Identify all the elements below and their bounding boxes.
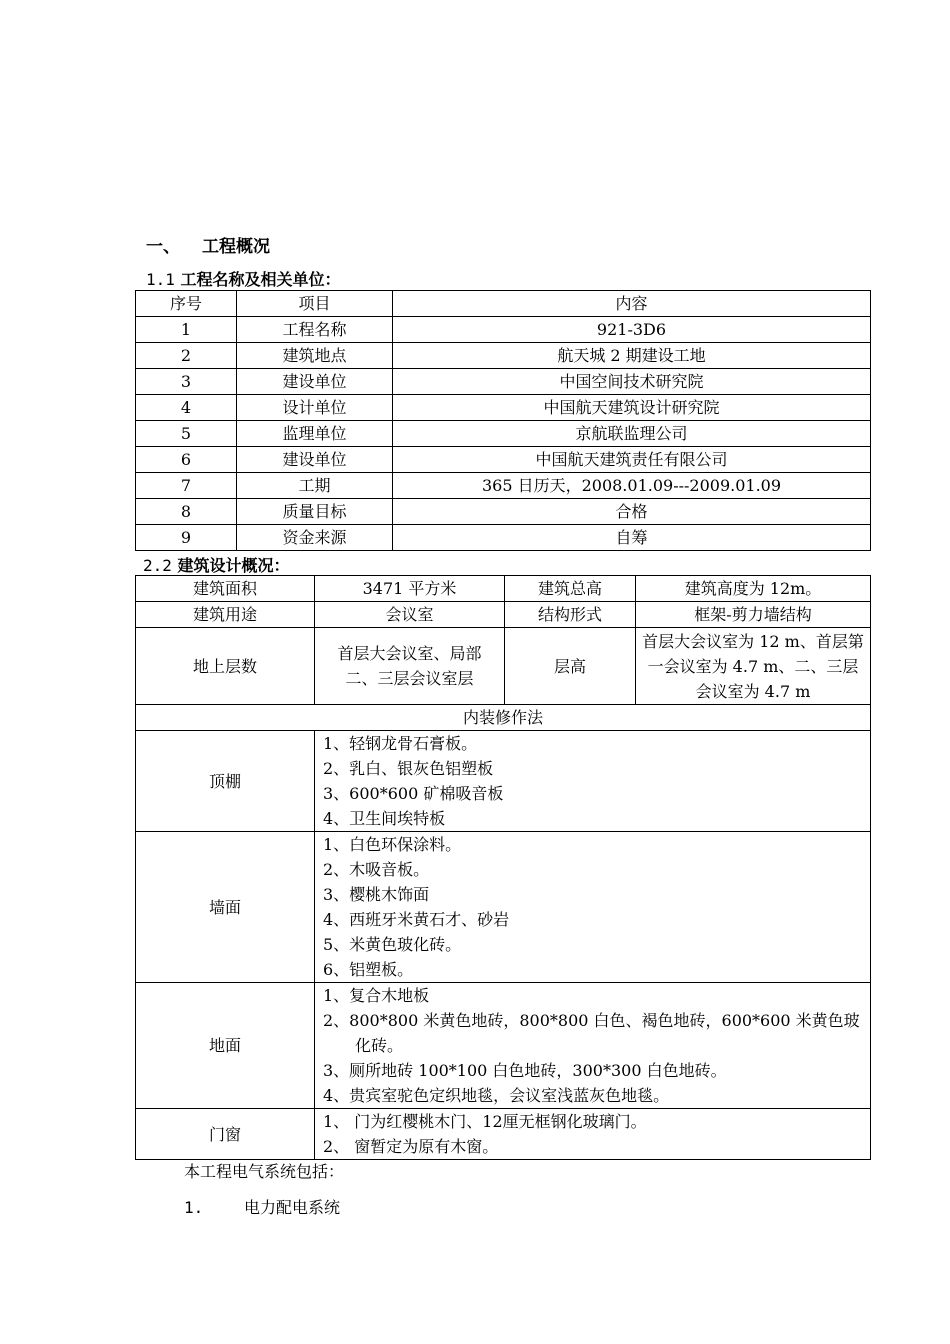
table-cell: 工期 — [237, 473, 393, 499]
header-cell: 内容 — [393, 291, 871, 317]
table-cell: 4 — [136, 395, 237, 421]
list-item: 2、800*800 米黄色地砖，800*800 白色、褐色地砖，600*600 米黄色玻化砖。 — [323, 1011, 860, 1055]
table-cell: 首层大会议室为 12 m、首层第一会议室为 4.7 m、二、三层会议室为 4.7 m — [636, 628, 871, 705]
design-table — [135, 575, 871, 1160]
table-cell: 建设单位 — [237, 369, 393, 395]
section-heading-cell: 内装修作法 — [136, 705, 871, 731]
electrical-intro: 本工程电气系统包括： — [184, 1162, 345, 1181]
item-text: 电力配电系统 — [244, 1198, 341, 1217]
table-cell: 地面 — [136, 983, 315, 1109]
list-item: 4、西班牙米黄石才、砂岩 — [323, 910, 510, 929]
list-item: 3、樱桃木饰面 — [323, 885, 430, 904]
heading-number: 一、 — [146, 237, 180, 257]
table-cell: 2 — [136, 343, 237, 369]
table-cell: 门窗 — [136, 1109, 315, 1160]
table-cell: 首层大会议室、局部二、三层会议室层 — [315, 628, 505, 705]
table-cell: 9 — [136, 525, 237, 551]
table-row — [136, 499, 871, 525]
section-title: 建筑设计概况： — [177, 556, 290, 575]
list-cell — [315, 832, 871, 983]
table-row — [136, 473, 871, 499]
table-cell: 结构形式 — [505, 602, 636, 628]
list-item: 4、贵宾室驼色定织地毯，会议室浅蓝灰色地毯。 — [323, 1086, 670, 1105]
table-row — [136, 1109, 871, 1160]
table-row — [136, 317, 871, 343]
table-cell: 1 — [136, 317, 237, 343]
header-cell: 序号 — [136, 291, 237, 317]
table-cell: 建筑高度为 12m。 — [636, 576, 871, 602]
heading-overview — [146, 232, 270, 257]
list-item: 1、 门为红樱桃木门、12厘无框钢化玻璃门。 — [323, 1112, 647, 1131]
table-row — [136, 369, 871, 395]
table-cell: 6 — [136, 447, 237, 473]
list-item: 4、卫生间埃特板 — [323, 809, 446, 828]
table-row — [136, 731, 871, 832]
table-cell: 中国航天建筑责任有限公司 — [393, 447, 871, 473]
table-cell: 质量目标 — [237, 499, 393, 525]
table-cell: 7 — [136, 473, 237, 499]
table-row — [136, 395, 871, 421]
list-item: 3、厕所地砖 100*100 白色地砖，300*300 白色地砖。 — [323, 1061, 727, 1080]
table-header-row — [136, 291, 871, 317]
heading-title: 工程概况 — [202, 237, 270, 257]
table-row — [136, 705, 871, 731]
table-row — [136, 983, 871, 1109]
list-cell — [315, 983, 871, 1109]
list-item: 6、铝塑板。 — [323, 960, 414, 979]
table-cell: 中国航天建筑设计研究院 — [393, 395, 871, 421]
section-title: 工程名称及相关单位： — [180, 270, 341, 289]
table-cell: 3 — [136, 369, 237, 395]
list-cell — [315, 731, 871, 832]
table-cell: 8 — [136, 499, 237, 525]
table-cell: 资金来源 — [237, 525, 393, 551]
units-table — [135, 290, 871, 551]
list-item: 1、复合木地板 — [323, 986, 430, 1005]
table-cell: 合格 — [393, 499, 871, 525]
table-cell: 建筑总高 — [505, 576, 636, 602]
table-cell: 工程名称 — [237, 317, 393, 343]
header-cell: 项目 — [237, 291, 393, 317]
table-row — [136, 628, 871, 705]
table-row — [136, 343, 871, 369]
table-cell: 建筑地点 — [237, 343, 393, 369]
section-number: 2.2 — [143, 556, 172, 575]
list-item: 3、600*600 矿棉吸音板 — [323, 784, 504, 803]
table-cell: 层高 — [505, 628, 636, 705]
table-row — [136, 832, 871, 983]
electrical-item — [184, 1195, 340, 1218]
table-cell: 会议室 — [315, 602, 505, 628]
table-cell: 5 — [136, 421, 237, 447]
table-row — [136, 602, 871, 628]
table-cell: 建筑面积 — [136, 576, 315, 602]
table-cell: 365 日历天，2008.01.09---2009.01.09 — [393, 473, 871, 499]
table-row — [136, 576, 871, 602]
table-cell: 中国空间技术研究院 — [393, 369, 871, 395]
table-cell: 3471 平方米 — [315, 576, 505, 602]
item-number: 1. — [184, 1198, 204, 1217]
list-cell — [315, 1109, 871, 1160]
table-cell: 顶棚 — [136, 731, 315, 832]
table-row — [136, 421, 871, 447]
table-cell: 921-3D6 — [393, 317, 871, 343]
table-cell: 设计单位 — [237, 395, 393, 421]
table-row — [136, 447, 871, 473]
table-cell: 建设单位 — [237, 447, 393, 473]
list-item: 2、乳白、银灰色铝塑板 — [323, 759, 494, 778]
table-cell: 京航联监理公司 — [393, 421, 871, 447]
table-row — [136, 525, 871, 551]
section-title-units — [146, 267, 341, 290]
table-cell: 建筑用途 — [136, 602, 315, 628]
table-cell: 航天城 2 期建设工地 — [393, 343, 871, 369]
table-cell: 地上层数 — [136, 628, 315, 705]
list-item: 2、 窗暂定为原有木窗。 — [323, 1137, 499, 1156]
list-item: 5、米黄色玻化砖。 — [323, 935, 462, 954]
table-cell: 监理单位 — [237, 421, 393, 447]
list-item: 1、轻钢龙骨石膏板。 — [323, 734, 478, 753]
table-cell: 框架-剪力墙结构 — [636, 602, 871, 628]
section-title-design — [143, 553, 290, 576]
table-cell: 墙面 — [136, 832, 315, 983]
list-item: 1、白色环保涂料。 — [323, 835, 462, 854]
list-item: 2、木吸音板。 — [323, 860, 430, 879]
section-number: 1.1 — [146, 270, 175, 289]
table-cell: 自筹 — [393, 525, 871, 551]
